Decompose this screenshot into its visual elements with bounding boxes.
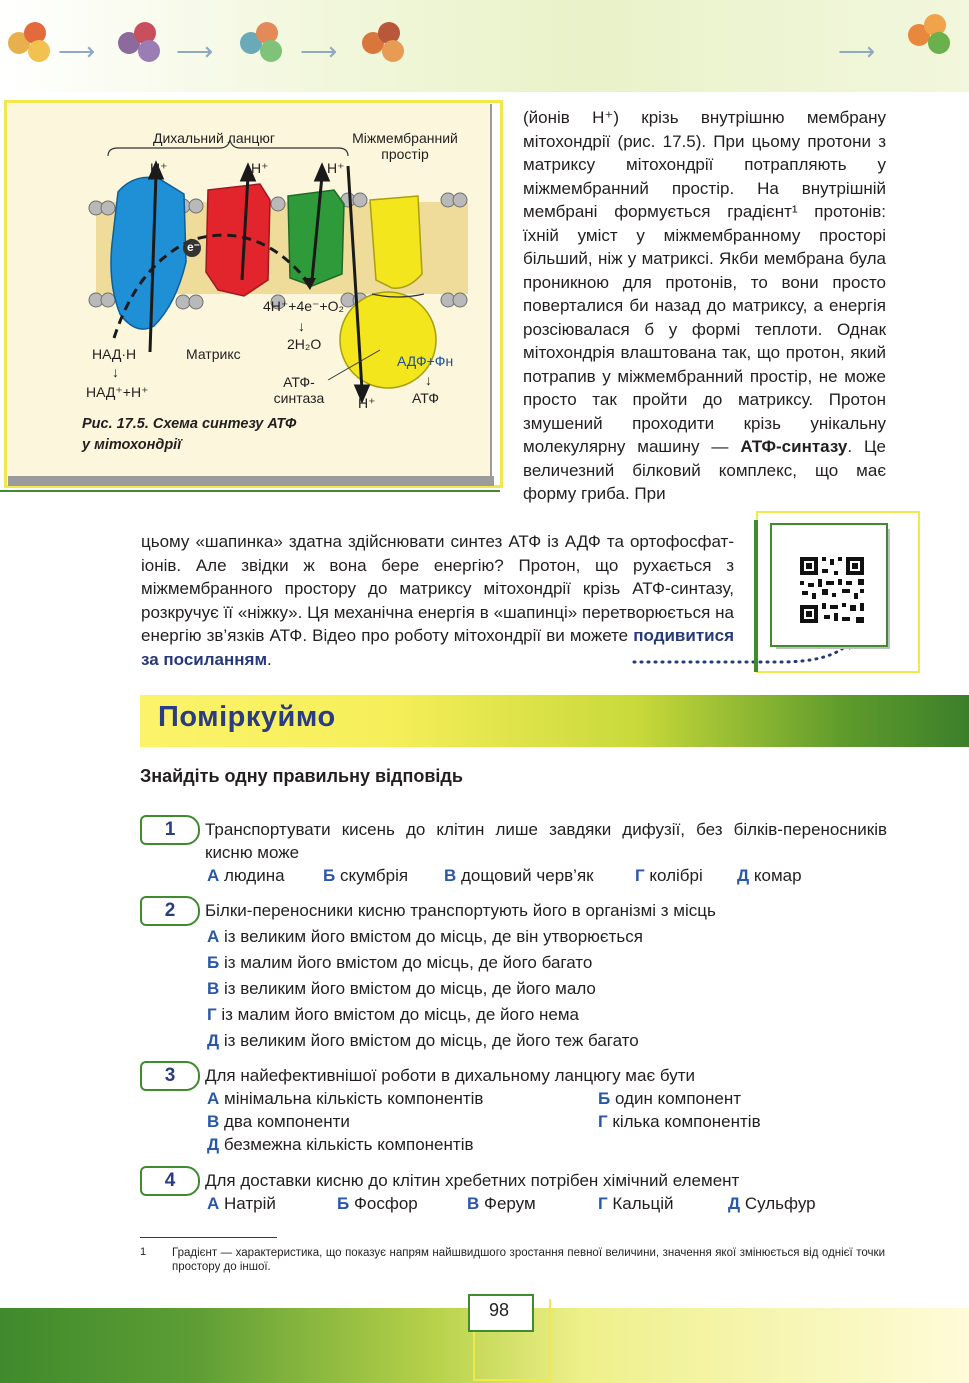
answer-option[interactable]: Г колібрі <box>635 866 703 885</box>
answer-option[interactable]: Б із малим його вмістом до місць, де його багато <box>207 953 593 972</box>
answer-option[interactable]: Б один компонент <box>598 1089 742 1108</box>
answer-option[interactable]: Д комар <box>737 866 802 885</box>
arrow-icon: ↓ <box>112 364 119 380</box>
arrow-icon: ↓ <box>298 318 305 334</box>
question-number: 4 <box>140 1166 200 1196</box>
label-matrix: Матрикс <box>186 346 241 362</box>
figure-divider <box>0 490 500 492</box>
paragraph-text: (йонів H⁺) крізь внутрішню мембрану мітохондрії (рис. 17.5). При цьому протони з матриксу мітохондрії потрапляють у міжмембранний простір. На внутрішній мембрані формується градієнт¹ протонів: їхній уміст у міжмембранному просторі більший, ніж у матриксі. Якби мембрана була проникною для протонів, то вони просто поверталися би назад до матриксу, а енергія розсіювалася б у формі теплоти. Однак мітохондрія влаштована так, що протон, який потрапив у міжмембранний простір, не може просто так пройти до матриксу. Протон змушений проходити крізь унікальну молекулярну машину — <box>523 108 886 456</box>
answer-option[interactable]: Г Кальцій <box>598 1194 674 1213</box>
arrow-icon: ↓ <box>425 372 432 388</box>
label-electron: e⁻ <box>187 240 201 254</box>
complex-3 <box>206 184 270 296</box>
page-number: 98 <box>488 1300 510 1320</box>
answer-option[interactable]: В Ферум <box>467 1194 536 1213</box>
footnote-divider <box>140 1237 277 1238</box>
label-atp-synthase: АТФ-синтаза <box>273 374 325 407</box>
label-atp: АТФ <box>412 390 439 406</box>
arrow-icon: ⟶ <box>838 36 876 66</box>
molecule-icon <box>118 22 162 66</box>
label-reaction: 4H⁺+4e⁻+O₂ <box>263 298 344 314</box>
paragraph-text: . <box>267 649 272 669</box>
label-proton: H⁺ <box>358 395 376 411</box>
answer-option[interactable]: В дощовий черв’як <box>444 866 594 885</box>
question-text: Для найефективнішої роботи в дихальному ланцюгу має бути <box>205 1066 695 1085</box>
question-number: 2 <box>140 896 200 926</box>
paragraph-text: . Це величезний білковий комплекс, що має форму гриба. При <box>523 437 886 503</box>
paragraph-right <box>523 106 886 506</box>
section-title: Поміркуймо <box>158 701 336 733</box>
answer-option[interactable]: Б Фосфор <box>337 1194 418 1213</box>
label-nad: НАД⁺+H⁺ <box>86 384 149 400</box>
answer-option[interactable]: А людина <box>207 866 285 885</box>
answer-option[interactable]: В із великим його вмістом до місць, де його мало <box>207 979 596 998</box>
top-banner <box>0 0 969 92</box>
label-proton: H⁺ <box>150 160 168 176</box>
label-proton: H⁺ <box>251 160 269 176</box>
qr-code[interactable] <box>770 523 888 647</box>
arrow-icon: ⟶ <box>300 36 338 66</box>
molecule-icon <box>908 14 952 58</box>
label-water: 2H₂O <box>287 336 322 352</box>
answer-option[interactable]: Б скумбрія <box>323 866 409 885</box>
qr-frame-accent <box>754 520 758 672</box>
question-number: 3 <box>140 1061 200 1091</box>
answer-option[interactable]: Г із малим його вмістом до місць, де його нема <box>207 1005 579 1024</box>
footnote-number: 1 <box>140 1246 147 1258</box>
answer-option[interactable]: А Натрій <box>207 1194 276 1213</box>
complex-1 <box>111 177 186 329</box>
arrow-icon: ⟶ <box>176 36 214 66</box>
task-heading: Знайдіть одну правильну відповідь <box>140 766 463 786</box>
question-text: Для доставки кисню до клітин хребетних потрібен хімічний елемент <box>205 1171 740 1190</box>
molecule-icon <box>362 22 406 66</box>
question-text: Транспортувати кисень до клітин лише завдяки дифузії, без білків-переносників кисню може <box>205 820 887 862</box>
figure-shadow <box>8 476 494 486</box>
paragraph-text: цьому «шапинка» здатна здійснювати синтез АТФ із АДФ та ортофосфат-іонів. Але звідки ж вона бере енергію? Протон, що рухається з міжмембранного простору до матриксу мітохондрії крізь АТФ-синтазу, розкручує її «ніжку». Ця механічна енергія в «шапинці» перетворюється на енергію зв’язків АТФ. Відео про роботу мітохондрії ви можете <box>141 532 734 645</box>
figure-caption <box>82 414 382 455</box>
question-number: 1 <box>140 815 200 845</box>
term-atp-synthase: АТФ-синтазу <box>740 437 848 456</box>
atp-synthase-stalk <box>370 196 422 288</box>
caption-line: у мітохондрії <box>82 436 182 453</box>
molecule-icon <box>240 22 284 66</box>
answer-option[interactable]: Г кілька компонентів <box>598 1112 761 1131</box>
footnote-text: Градієнт — характеристика, що показує напрям найшвидшого зростання певної величини, значення якої змінюється від однієї точки простору до іншої. <box>172 1247 885 1273</box>
answer-option[interactable]: В два компоненти <box>207 1112 350 1131</box>
answer-option[interactable]: Д безмежна кількість компонентів <box>207 1135 474 1154</box>
label-proton: H⁺ <box>327 160 345 176</box>
answer-option[interactable]: Д Сульфур <box>728 1194 816 1213</box>
label-resp-chain: Дихальний ланцюг <box>153 130 275 146</box>
label-intermembrane: Міжмембранний простір <box>352 130 458 163</box>
answer-option[interactable]: Д із великим його вмістом до місць, де його теж багато <box>207 1031 639 1050</box>
molecule-icon <box>8 22 52 66</box>
answer-option[interactable]: А мінімальна кількість компонентів <box>207 1089 484 1108</box>
answer-option[interactable]: А із великим його вмістом до місць, де він утворюється <box>207 927 643 946</box>
arrow-icon: ⟶ <box>58 36 96 66</box>
question-text: Білки-переносники кисню транспортують його в організмі з місць <box>205 901 716 920</box>
caption-line: Рис. 17.5. Схема синтезу АТФ <box>82 416 297 432</box>
label-nadh: НАД·Н <box>92 346 137 362</box>
atp-synthase-head <box>340 292 436 388</box>
video-link[interactable]: подивитися за посиланням <box>141 626 734 669</box>
label-adp: АДФ+Фн <box>397 353 454 369</box>
qr-code-icon <box>772 525 886 645</box>
